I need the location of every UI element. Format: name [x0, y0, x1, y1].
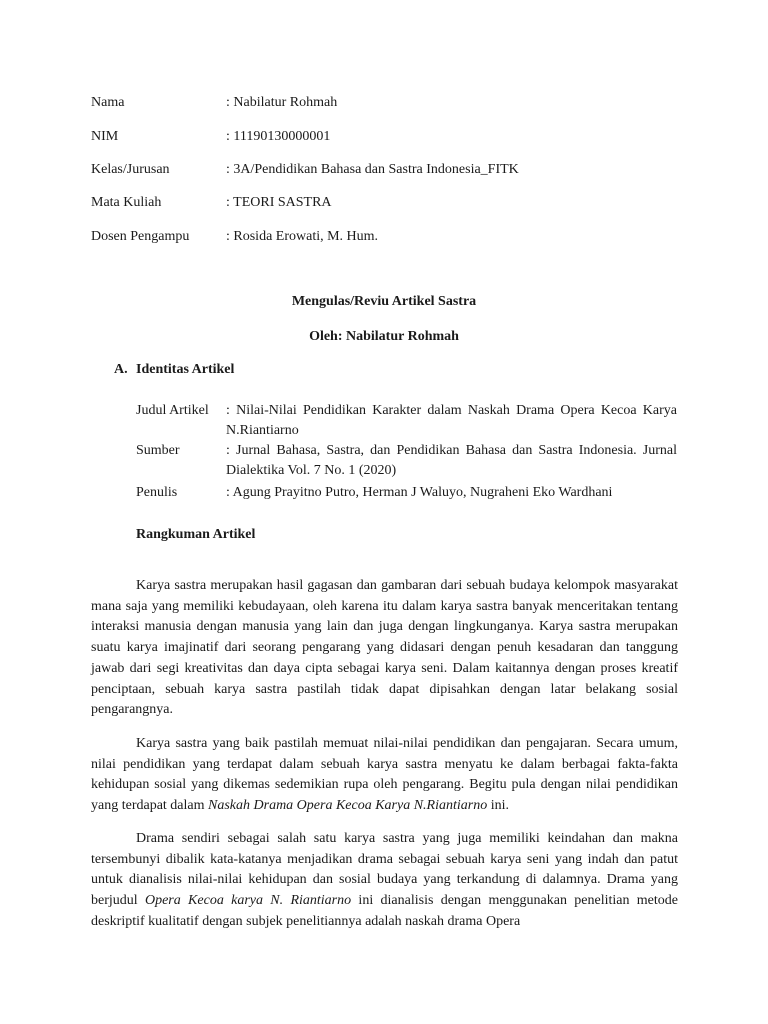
summary-paragraph-2 — [91, 734, 678, 817]
id-label: Nama — [91, 95, 125, 110]
id-value: : TEORI SASTRA — [226, 195, 332, 210]
id-value: : Nabilatur Rohmah — [226, 95, 338, 110]
document-author: Oleh: Nabilatur Rohmah — [309, 329, 459, 344]
id-label: NIM — [91, 129, 119, 144]
paragraph-text: ini. — [487, 798, 510, 814]
article-value: : Jurnal Bahasa, Sastra, dan Pendidikan Bahasa dan Sastra Indonesia. Jurnal Dialektika Vol. 7 No. 1 (2020) — [226, 443, 677, 478]
section-title: Identitas Artikel — [136, 362, 235, 377]
article-label: Penulis — [136, 485, 178, 500]
paragraph-text: ini dianalisis dengan menggunakan penelitian metode deskriptif kualitatif dengan subjek penelitiannya adalah naskah drama Opera — [91, 893, 679, 929]
id-label: Kelas/Jurusan — [91, 162, 170, 177]
paragraph-text: Karya sastra yang baik pastilah memuat nilai-nilai pendidikan dan pengajaran. Secara umum, nilai pendidikan yang terdapat dalam sebuah karya sastra menyatu ke dalam berbagai fakta-fakta kehidupan sosial yang dikemas sedemikian rupa oleh pengarang. Begitu pula dengan nilai pendidikan yang terdapat dalam — [91, 736, 678, 814]
paragraph-text: Karya sastra merupakan hasil gagasan dan gambaran dari sebuah budaya kelompok masyarakat mana saja yang memiliki kebudayaan, oleh karena itu dalam karya sastra banyak menceritakan tentang interaksi manusia dengan manusia yang lain dan juga dengan lingkunganya. Karya sastra merupakan suatu karya imajinatif dari seorang pengarang yang didasari dengan penuh kesadaran dan tanggung jawab dari segi kreativitas dan daya cipta sebagai karya seni. Dalam kaitannya dengan proses kreatif penciptaan, sebuah karya sastra pastilah tidak dapat dipisahkan dengan latar belakang sosial pengarangnya. — [91, 578, 678, 718]
document-title: Mengulas/Reviu Artikel Sastra — [291, 294, 477, 309]
summary-heading: Rangkuman Artikel — [136, 527, 256, 542]
id-label: Mata Kuliah — [91, 195, 162, 210]
article-label: Sumber — [136, 443, 180, 458]
section-letter: A. — [114, 362, 128, 377]
id-value: : Rosida Erowati, M. Hum. — [226, 229, 379, 244]
article-label: Judul Artikel — [136, 403, 209, 418]
italic-title: Opera Kecoa karya N. Riantiarno — [144, 893, 352, 909]
id-value: : 11190130000001 — [226, 129, 331, 144]
section-heading-a — [114, 360, 234, 380]
id-label: Dosen Pengampu — [91, 229, 190, 244]
summary-paragraph-3 — [91, 829, 678, 933]
article-value: : Agung Prayitno Putro, Herman J Waluyo, Nugraheni Eko Wardhani — [226, 485, 613, 500]
paragraph-text: Drama sendiri sebagai salah satu karya sastra yang juga memiliki keindahan dan makna tersembunyi dibalik kata-katanya menjadikan drama sebagai sebuah karya seni yang indah dan patut untuk dianalisis nilai-nilai kehidupan dan sosial budaya yang terkandung di dalamnya. Drama yang berjudul — [91, 831, 678, 909]
summary-paragraph-1 — [91, 576, 678, 721]
article-value: : Nilai-Nilai Pendidikan Karakter dalam Naskah Drama Opera Kecoa Karya N.Riantiarno — [226, 403, 677, 438]
id-value: : 3A/Pendidikan Bahasa dan Sastra Indonesia_FITK — [226, 162, 519, 177]
italic-title: Naskah Drama Opera Kecoa Karya N.Riantiarno — [208, 798, 488, 814]
